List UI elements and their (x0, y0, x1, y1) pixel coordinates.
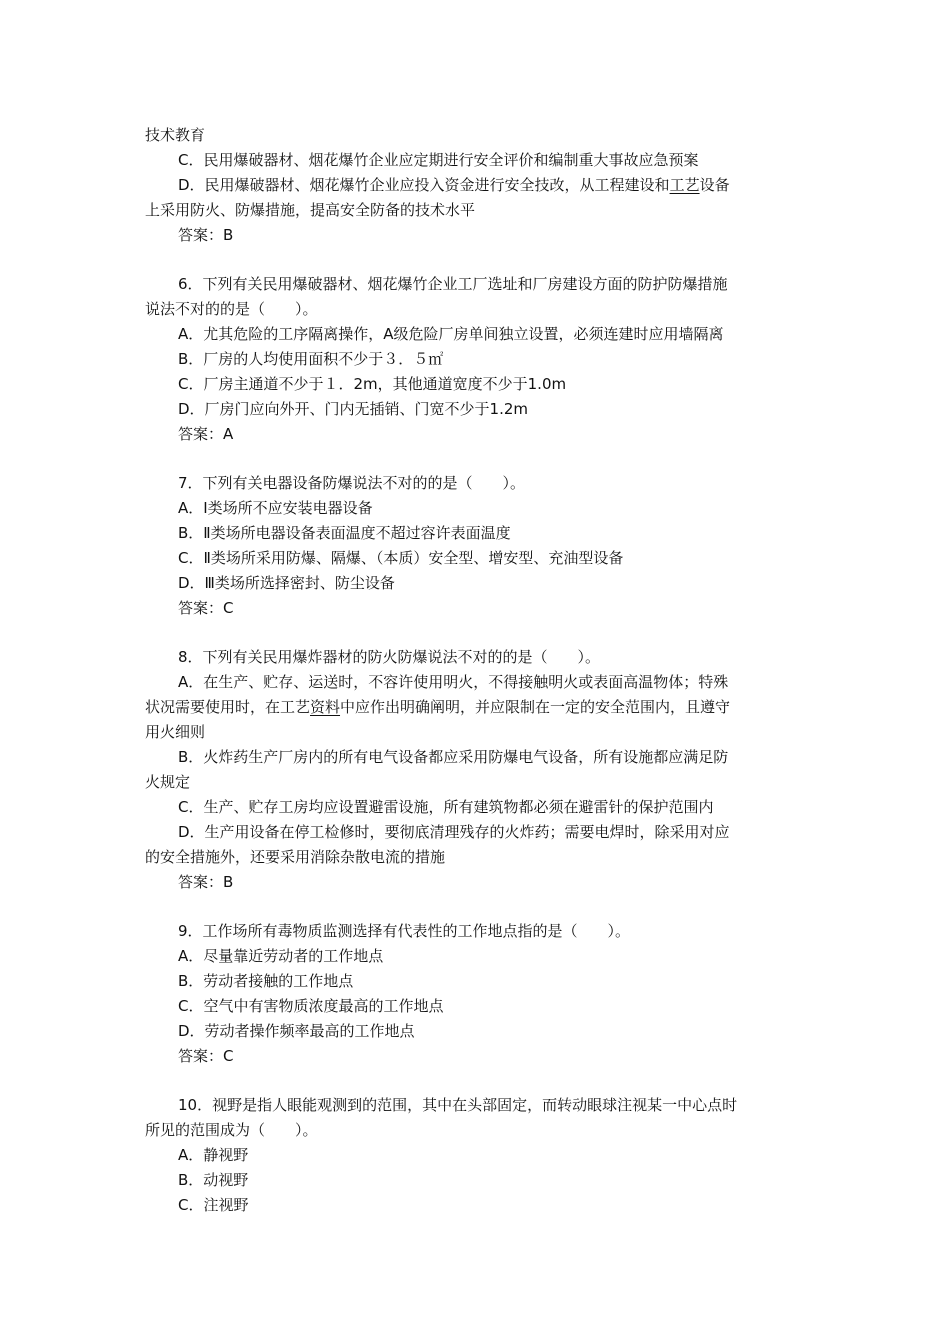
q10-question-line1: 10．视野是指人眼能观测到的范围，其中在头部固定，而转动眼球注视某一中心点时 (178, 1096, 738, 1114)
carry-over-option-d-line2: 上采用防火、防爆措施，提高安全防备的技术水平 (145, 201, 476, 219)
q8-option-c: C．生产、贮存工房均应设置避雷设施，所有建筑物都必须在避雷针的保护范围内 (178, 798, 714, 816)
q9-question: 9．工作场所有毒物质监测选择有代表性的工作地点指的是（ ）。 (178, 922, 631, 940)
carry-over-option-d-text: D．民用爆破器材、烟花爆竹企业应投入资金进行安全技改，从工程建设和 (178, 176, 670, 194)
q6-option-d: D．厂房门应向外开、门内无插销、门宽不少于1.2m (178, 400, 529, 418)
q8-option-d-line1: D．生产用设备在停工检修时，要彻底清理残存的火炸药；需要电焊时，除采用对应 (178, 823, 730, 841)
q6-answer: 答案：A (178, 425, 234, 443)
q9-option-c: C．空气中有害物质浓度最高的工作地点 (178, 997, 444, 1015)
q7-option-c: C．Ⅱ类场所采用防爆、隔爆、（本质）安全型、增安型、充油型设备 (178, 549, 624, 567)
carry-over-option-d-line1 (145, 173, 805, 198)
q8-option-a-text-end: 中应作出明确阐明，并应限制在一定的安全范围内，且遵守 (340, 698, 731, 716)
q10-option-c: C．注视野 (178, 1196, 249, 1214)
carry-over-answer: 答案：B (178, 226, 234, 244)
q8-option-b-line2: 火规定 (145, 773, 191, 791)
q9-option-d: D．劳动者操作频率最高的工作地点 (178, 1022, 415, 1040)
underlined-term-craft: 工艺 (669, 176, 700, 194)
q6-question-line1: 6．下列有关民用爆破器材、烟花爆竹企业工厂选址和厂房建设方面的防护防爆措施 (178, 275, 728, 293)
q8-option-b-line1: B．火炸药生产厂房内的所有电气设备都应采用防爆电气设备，所有设施都应满足防 (178, 748, 729, 766)
q8-option-a-line3: 用火细则 (145, 723, 206, 741)
underlined-term-material: 资料 (310, 698, 341, 716)
q9-option-b: B．劳动者接触的工作地点 (178, 972, 354, 990)
q7-option-d: D．Ⅲ类场所选择密封、防尘设备 (178, 574, 395, 592)
spacer (145, 621, 805, 645)
spacer (145, 248, 805, 272)
q8-question: 8．下列有关民用爆炸器材的防火防爆说法不对的的是（ ）。 (178, 648, 601, 666)
carry-over-option-d-text-end: 设备 (699, 176, 730, 194)
carry-over-text: 技术教育 (145, 126, 206, 144)
q8-option-a-line1: A．在生产、贮存、运送时，不容许使用明火，不得接触明火或表面高温物体；特殊 (178, 673, 729, 691)
document-body (145, 123, 805, 1218)
q6-option-c: C．厂房主通道不少于１．2m，其他通道宽度不少于1.0m (178, 375, 567, 393)
q6-option-a: A．尤其危险的工序隔离操作，A级危险厂房单间独立设置，必须连建时应用墙隔离 (178, 325, 724, 343)
q9-option-a: A．尽量靠近劳动者的工作地点 (178, 947, 384, 965)
q7-question: 7．下列有关电器设备防爆说法不对的的是（ ）。 (178, 474, 526, 492)
q8-option-a-text: 状况需要使用时，在工艺 (145, 698, 311, 716)
spacer (145, 895, 805, 919)
q8-answer: 答案：B (178, 873, 234, 891)
q7-option-a: A．Ⅰ类场所不应安装电器设备 (178, 499, 373, 517)
carry-over-option-c: C．民用爆破器材、烟花爆竹企业应定期进行安全评价和编制重大事故应急预案 (178, 151, 699, 169)
q10-option-b: B．动视野 (178, 1171, 249, 1189)
q8-option-a-line2 (145, 695, 805, 720)
q7-answer: 答案：C (178, 599, 234, 617)
q10-question-line2: 所见的范围成为（ ）。 (145, 1121, 318, 1139)
q7-option-b: B．Ⅱ类场所电器设备表面温度不超过容许表面温度 (178, 524, 511, 542)
spacer (145, 1069, 805, 1093)
q6-option-b: B．厂房的人均使用面积不少于３．５㎡ (178, 350, 444, 368)
q8-option-d-line2: 的安全措施外，还要采用消除杂散电流的措施 (145, 848, 446, 866)
q9-answer: 答案：C (178, 1047, 234, 1065)
spacer (145, 447, 805, 471)
q10-option-a: A．静视野 (178, 1146, 249, 1164)
q6-question-line2: 说法不对的的是（ ）。 (145, 300, 318, 318)
